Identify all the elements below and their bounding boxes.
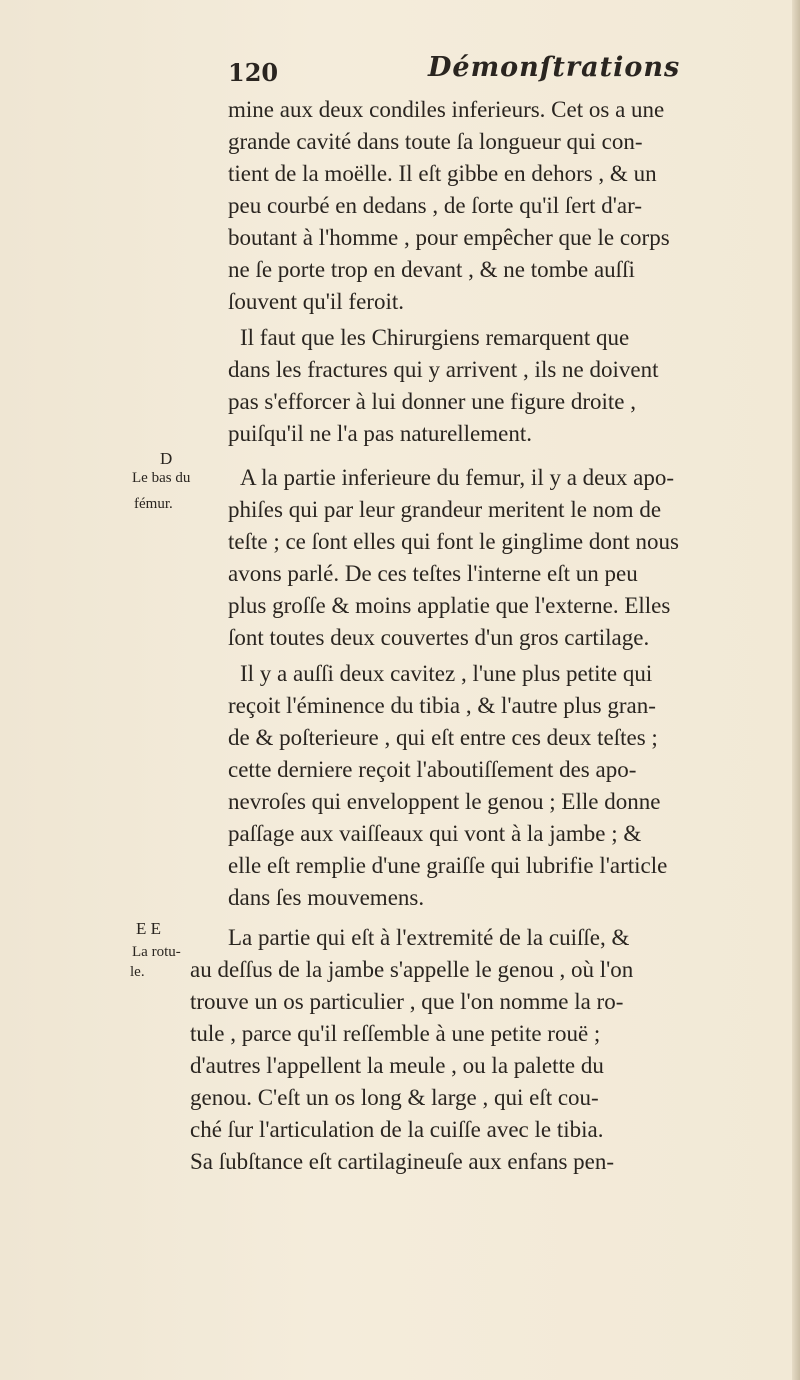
running-head <box>228 52 748 92</box>
margin-note-femur-line1: Le bas du <box>132 470 191 486</box>
running-title: Démonſtrations <box>428 52 681 83</box>
text-line: Il y a auſſi deux cavitez , l'une plus petite qui <box>240 661 653 686</box>
text-line: cette derniere reçoit l'aboutiſſement des apo- <box>228 757 637 782</box>
text-line: Il faut que les Chirurgiens remarquent que <box>240 325 630 350</box>
margin-note-rotule-line2: le. <box>130 964 145 980</box>
text-line: Sa ſubſtance eſt cartilagineuſe aux enfans pen- <box>190 1149 615 1174</box>
text-line: pas s'efforcer à lui donner une figure droite , <box>228 389 636 414</box>
margin-letters-e: E E <box>136 919 162 938</box>
text-line: nevroſes qui enveloppent le genou ; Elle donne <box>228 789 661 814</box>
text-line: trouve un os particulier , que l'on nomme la ro- <box>190 989 624 1014</box>
page-edge <box>792 0 800 1380</box>
text-line: A la partie inferieure du femur, il y a deux apo- <box>240 465 674 490</box>
text-line: ſouvent qu'il feroit. <box>228 289 404 314</box>
text-line: tient de la moëlle. Il eſt gibbe en dehors , & un <box>228 161 657 186</box>
text-line: puiſqu'il ne l'a pas naturellement. <box>228 421 533 446</box>
margin-letter-d: D <box>160 449 173 468</box>
text-line: peu courbé en dedans , de ſorte qu'il ſert d'ar- <box>228 193 642 218</box>
text-line: teſte ; ce ſont elles qui font le ginglime dont nous <box>228 529 679 554</box>
text-line: reçoit l'éminence du tibia , & l'autre plus gran- <box>228 693 656 718</box>
text-line: ne ſe porte trop en devant , & ne tombe auſſi <box>228 257 635 282</box>
text-line: dans ſes mouvemens. <box>228 885 425 910</box>
text-line: plus groſſe & moins applatie que l'externe. Elles <box>228 593 671 618</box>
text-line: grande cavité dans toute ſa longueur qui con- <box>228 129 643 154</box>
text-line: La partie qui eſt à l'extremité de la cuiſſe, & <box>228 925 630 950</box>
text-line: mine aux deux condiles inferieurs. Cet os a une <box>228 97 665 122</box>
text-line: tule , parce qu'il reſſemble à une petite rouë ; <box>190 1021 601 1046</box>
text-line: genou. C'eſt un os long & large , qui eſt cou- <box>190 1085 599 1110</box>
text-line: dans les fractures qui y arrivent , ils ne doivent <box>228 357 659 382</box>
text-line: ché ſur l'articulation de la cuiſſe avec le tibia. <box>190 1117 604 1142</box>
text-line: au deſſus de la jambe s'appelle le genou , où l'on <box>190 957 634 982</box>
text-line: ſont toutes deux couvertes d'un gros cartilage. <box>228 625 650 650</box>
text-line: elle eſt remplie d'une graiſſe qui lubrifie l'article <box>228 853 668 878</box>
text-line: avons parlé. De ces teſtes l'interne eſt un peu <box>228 561 638 586</box>
text-line: paſſage aux vaiſſeaux qui vont à la jambe ; & <box>228 821 642 846</box>
text-line: d'autres l'appellent la meule , ou la palette du <box>190 1053 604 1078</box>
text-line: de & poſterieure , qui eſt entre ces deux teſtes ; <box>228 725 658 750</box>
margin-note-femur-line2: fémur. <box>134 496 173 512</box>
text-line: phiſes qui par leur grandeur meritent le nom de <box>228 497 662 522</box>
margin-note-rotule-line1: La rotu- <box>132 944 181 960</box>
page-number: 120 <box>228 58 279 87</box>
text-line: boutant à l'homme , pour empêcher que le corps <box>228 225 670 250</box>
